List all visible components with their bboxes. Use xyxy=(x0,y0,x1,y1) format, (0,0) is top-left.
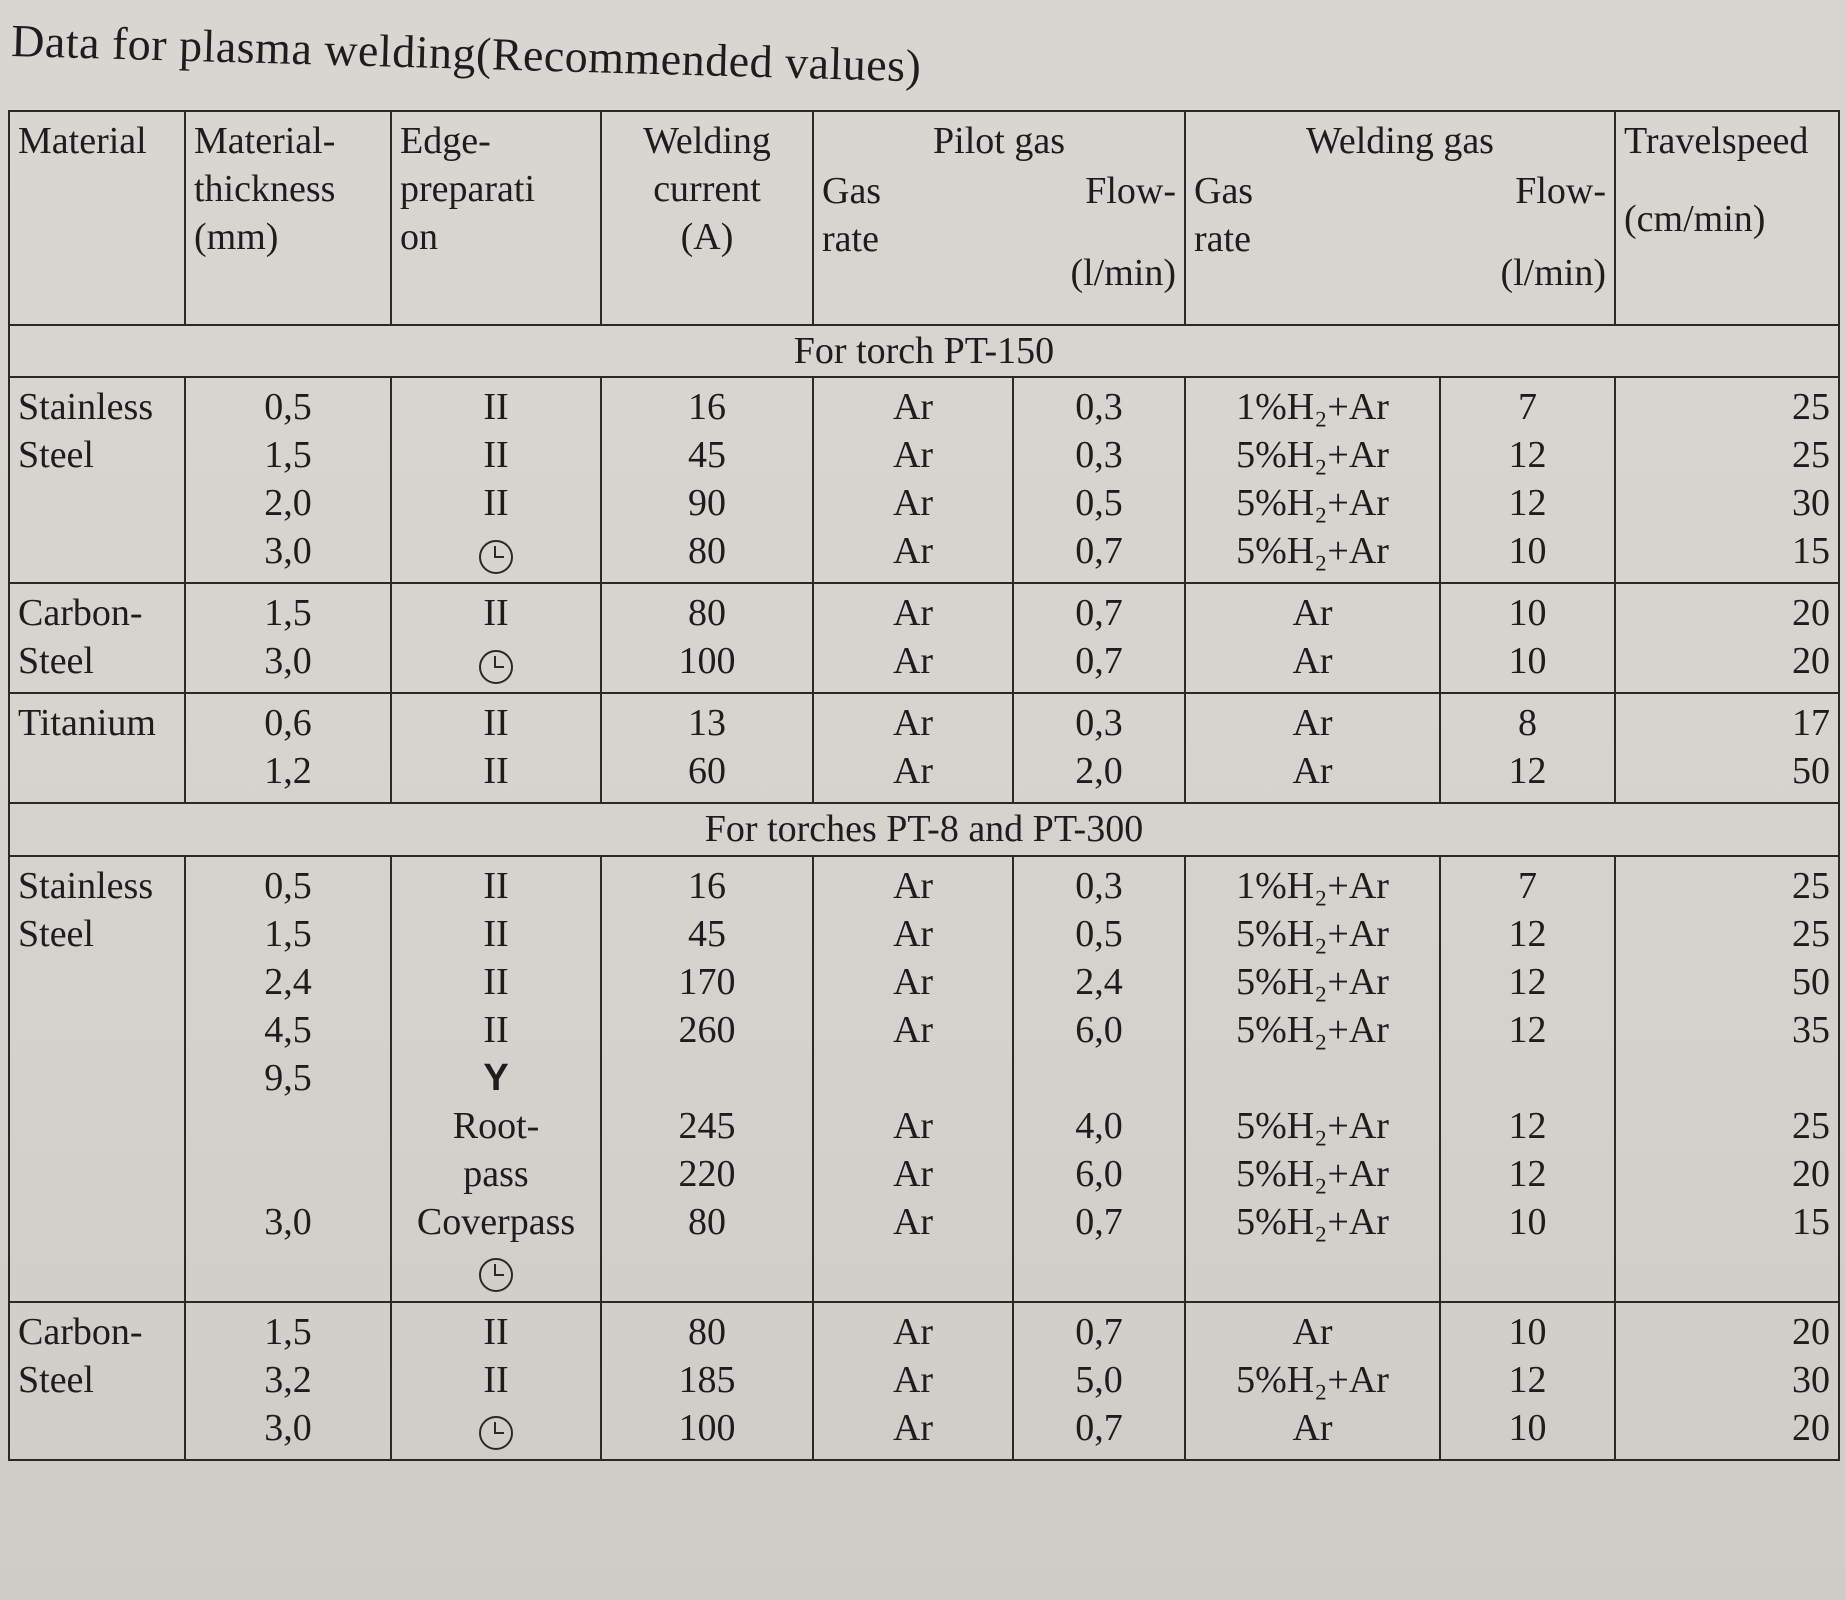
pilot-gas-value: Ar xyxy=(892,592,934,635)
welding-gas-value: 5%H₂+Ar xyxy=(1236,912,1389,955)
thickness-value: 3,0 xyxy=(264,640,312,683)
welding-current-value xyxy=(610,1055,804,1103)
material-value: Carbon- xyxy=(18,1310,143,1353)
material-value: Carbon- xyxy=(18,592,143,635)
header-material xyxy=(9,111,185,325)
welding-gas-value: Ar xyxy=(1292,592,1333,635)
material-value: Steel xyxy=(18,1358,94,1401)
welding-gas-value: 1%H₂+Ar xyxy=(1236,386,1389,429)
thickness-cell xyxy=(185,583,391,693)
header-pilot-flow-label: Flow- xyxy=(1085,170,1176,213)
edge-preparation-value: Root- xyxy=(452,1104,540,1147)
thickness-value: 3,0 xyxy=(264,1406,312,1449)
material-value: Titanium xyxy=(18,702,156,745)
welding-current-value: 220 xyxy=(678,1152,736,1195)
pilot-gas-value: Ar xyxy=(892,482,934,525)
travel-speed-value: 25 xyxy=(1792,912,1830,955)
material-cell xyxy=(9,583,185,693)
header-edge-line1: Edge- xyxy=(400,120,491,162)
table-header xyxy=(9,111,1839,325)
document-title: Data for plasma welding(Recommended values) xyxy=(10,14,923,92)
header-current xyxy=(601,111,813,325)
welding-current-value: 90 xyxy=(688,482,726,525)
welding-gas-value: 5%H₂+Ar xyxy=(1236,482,1389,525)
pilot-gas-cell xyxy=(813,1302,1013,1460)
header-welding-gas-title: Welding gas xyxy=(1306,120,1494,162)
welding-gas-cell xyxy=(1185,377,1440,583)
header-current-line1: Welding xyxy=(643,120,771,162)
pilot-flow-value: 6,0 xyxy=(1075,1152,1123,1195)
pilot-flow-value: 0,3 xyxy=(1075,702,1123,745)
travel-speed-value: 20 xyxy=(1792,1310,1830,1353)
welding-gas-value: 5%H₂+Ar xyxy=(1236,530,1389,573)
welding-gas-value: 5%H₂+Ar xyxy=(1236,960,1389,1003)
edge-symbol-icon xyxy=(400,1247,592,1295)
pilot-gas-value: Ar xyxy=(892,1104,934,1147)
pilot-flow-cell xyxy=(1013,693,1185,803)
table-row xyxy=(9,856,1839,1302)
header-travel xyxy=(1615,111,1839,325)
welding-gas-value: Ar xyxy=(1292,640,1333,683)
welding-gas-value: 5%H₂+Ar xyxy=(1236,434,1389,477)
pilot-gas-value xyxy=(822,1247,1004,1295)
pilot-flow-value: 0,5 xyxy=(1075,912,1123,955)
section-label: For torches PT-8 and PT-300 xyxy=(9,803,1839,855)
thickness-value: 1,2 xyxy=(264,750,312,793)
travel-speed-value xyxy=(1624,1055,1830,1103)
welding-flow-value: 10 xyxy=(1508,640,1547,683)
header-material-label: Material xyxy=(18,120,147,162)
welding-gas-cell xyxy=(1185,856,1440,1302)
edge-preparation-value: II xyxy=(483,864,509,907)
travel-speed-cell xyxy=(1615,583,1839,693)
welding-flow-cell xyxy=(1440,377,1615,583)
welding-current-value: 16 xyxy=(688,386,726,429)
pilot-flow-value: 0,7 xyxy=(1075,640,1123,683)
welding-gas-value xyxy=(1194,1247,1431,1295)
header-thickness-line3: (mm) xyxy=(194,216,279,258)
table-row xyxy=(9,1302,1839,1460)
welding-current-value: 80 xyxy=(688,530,726,573)
welding-current-value: 13 xyxy=(688,702,726,745)
header-pilot-rate-label: rate xyxy=(822,218,879,261)
welding-gas-value: 1%H₂+Ar xyxy=(1236,864,1389,907)
header-thickness xyxy=(185,111,391,325)
welding-flow-cell xyxy=(1440,583,1615,693)
thickness-value: 3,2 xyxy=(264,1358,312,1401)
header-travel-unit: (cm/min) xyxy=(1624,198,1766,240)
travel-speed-value xyxy=(1624,1247,1830,1295)
travel-speed-cell xyxy=(1615,693,1839,803)
pilot-gas-cell xyxy=(813,583,1013,693)
thickness-value: 4,5 xyxy=(264,1008,312,1051)
welding-flow-value: 10 xyxy=(1508,530,1547,573)
welding-flow-value: 12 xyxy=(1508,750,1547,793)
thickness-value xyxy=(194,1247,382,1295)
pilot-flow-value: 0,5 xyxy=(1075,482,1123,525)
edge-preparation-value: II xyxy=(483,702,509,745)
welding-gas-value: 5%H₂+Ar xyxy=(1236,1152,1389,1195)
welding-flow-value xyxy=(1449,1055,1606,1103)
material-cell xyxy=(9,856,185,1302)
welding-gas-value: Ar xyxy=(1292,1406,1333,1449)
edge-preparation-cell xyxy=(391,693,601,803)
edge-preparation-value: II xyxy=(483,386,509,429)
welding-flow-cell xyxy=(1440,693,1615,803)
section-header-row xyxy=(9,325,1839,377)
welding-flow-value: 12 xyxy=(1508,1152,1547,1195)
pilot-gas-value: Ar xyxy=(892,702,934,745)
pilot-gas-cell xyxy=(813,856,1013,1302)
material-cell xyxy=(9,377,185,583)
welding-current-value xyxy=(610,1247,804,1295)
welding-gas-value: Ar xyxy=(1292,1310,1333,1353)
travel-speed-value: 15 xyxy=(1792,530,1830,573)
edge-preparation-value: II xyxy=(483,912,509,955)
material-value: Stainless xyxy=(18,864,154,907)
welding-flow-value: 10 xyxy=(1508,592,1547,635)
edge-preparation-value: Y xyxy=(483,1056,509,1099)
pilot-gas-cell xyxy=(813,693,1013,803)
welding-flow-value: 10 xyxy=(1508,1200,1547,1243)
travel-speed-value: 25 xyxy=(1792,864,1830,907)
header-current-line3: (A) xyxy=(680,216,734,258)
welding-flow-value: 7 xyxy=(1518,864,1537,907)
header-pilot-flow-unit: (l/min) xyxy=(1070,252,1176,295)
thickness-value: 2,0 xyxy=(264,482,312,525)
welding-flow-cell xyxy=(1440,1302,1615,1460)
edge-preparation-value: II xyxy=(483,1008,509,1051)
welding-flow-value: 10 xyxy=(1508,1310,1547,1353)
table-body xyxy=(9,325,1839,1460)
pilot-flow-value: 0,3 xyxy=(1075,434,1123,477)
edge-preparation-cell xyxy=(391,1302,601,1460)
welding-gas-value: 5%H₂+Ar xyxy=(1236,1104,1389,1147)
pilot-flow-value xyxy=(1022,1247,1176,1295)
welding-current-value: 185 xyxy=(678,1358,736,1401)
welding-flow-value xyxy=(1449,1247,1606,1295)
pilot-flow-value: 0,7 xyxy=(1075,1200,1123,1243)
welding-flow-value: 8 xyxy=(1518,702,1537,745)
welding-gas-cell xyxy=(1185,693,1440,803)
travel-speed-cell xyxy=(1615,856,1839,1302)
welding-flow-value: 12 xyxy=(1508,434,1547,477)
travel-speed-value: 20 xyxy=(1792,640,1830,683)
welding-current-cell xyxy=(601,856,813,1302)
welding-gas-value: 5%H₂+Ar xyxy=(1236,1200,1389,1243)
edge-symbol-icon xyxy=(400,638,592,686)
thickness-cell xyxy=(185,856,391,1302)
pilot-gas-value: Ar xyxy=(892,1358,934,1401)
pilot-flow-cell xyxy=(1013,377,1185,583)
material-value: Steel xyxy=(18,912,94,955)
header-welding-rate-label: rate xyxy=(1194,218,1251,261)
clock-symbol-icon xyxy=(479,540,513,574)
welding-gas-value: Ar xyxy=(1292,702,1333,745)
welding-gas-value: 5%H₂+Ar xyxy=(1236,1358,1389,1401)
welding-current-cell xyxy=(601,377,813,583)
header-pilot-gas xyxy=(813,111,1185,325)
travel-speed-value: 50 xyxy=(1792,960,1830,1003)
clock-symbol-icon xyxy=(479,1416,513,1450)
travel-speed-value: 30 xyxy=(1792,482,1830,525)
thickness-value: 3,0 xyxy=(264,1200,312,1243)
pilot-flow-value: 0,7 xyxy=(1075,592,1123,635)
welding-flow-value: 7 xyxy=(1518,386,1537,429)
header-pilot-gas-label: Gas xyxy=(822,170,882,213)
welding-current-value: 45 xyxy=(688,434,726,477)
thickness-cell xyxy=(185,693,391,803)
welding-current-value: 100 xyxy=(678,1406,736,1449)
welding-current-value: 60 xyxy=(688,750,726,793)
travel-speed-value: 17 xyxy=(1792,702,1830,745)
pilot-gas-cell xyxy=(813,377,1013,583)
header-welding-gas-label: Gas xyxy=(1194,170,1254,213)
pilot-flow-value: 0,7 xyxy=(1075,1406,1123,1449)
material-value: Steel xyxy=(18,640,94,683)
welding-current-cell xyxy=(601,583,813,693)
pilot-gas-value: Ar xyxy=(892,386,934,429)
plasma-welding-table xyxy=(8,110,1840,1461)
edge-preparation-cell xyxy=(391,377,601,583)
pilot-flow-cell xyxy=(1013,856,1185,1302)
travel-speed-value: 35 xyxy=(1792,1008,1830,1051)
pilot-gas-value: Ar xyxy=(892,640,934,683)
welding-flow-value: 12 xyxy=(1508,1104,1547,1147)
edge-preparation-cell xyxy=(391,856,601,1302)
thickness-cell xyxy=(185,377,391,583)
travel-speed-value: 20 xyxy=(1792,592,1830,635)
header-edge-line2: preparati xyxy=(400,168,536,210)
pilot-flow-value: 4,0 xyxy=(1075,1104,1123,1147)
welding-current-value: 80 xyxy=(688,1200,726,1243)
edge-preparation-value: II xyxy=(483,592,509,635)
welding-current-cell xyxy=(601,693,813,803)
header-welding-gas xyxy=(1185,111,1615,325)
travel-speed-cell xyxy=(1615,1302,1839,1460)
thickness-value: 1,5 xyxy=(264,434,312,477)
edge-preparation-value: Coverpass xyxy=(416,1200,576,1243)
pilot-flow-value: 6,0 xyxy=(1075,1008,1123,1051)
thickness-value: 0,5 xyxy=(264,386,312,429)
section-header-row xyxy=(9,803,1839,855)
welding-flow-cell xyxy=(1440,856,1615,1302)
header-current-line2: current xyxy=(653,168,761,210)
pilot-gas-value: Ar xyxy=(892,1310,934,1353)
welding-flow-value: 12 xyxy=(1508,960,1547,1003)
pilot-flow-value: 2,0 xyxy=(1075,750,1123,793)
welding-current-value: 80 xyxy=(688,592,726,635)
thickness-value xyxy=(194,1151,382,1199)
pilot-flow-cell xyxy=(1013,583,1185,693)
pilot-gas-value: Ar xyxy=(892,750,934,793)
travel-speed-value: 25 xyxy=(1792,1104,1830,1147)
header-welding-flow-unit: (l/min) xyxy=(1500,252,1606,295)
pilot-gas-value: Ar xyxy=(892,1152,934,1195)
table-row xyxy=(9,583,1839,693)
header-thickness-line2: thickness xyxy=(194,168,336,210)
edge-preparation-value: II xyxy=(483,1310,509,1353)
welding-flow-value: 10 xyxy=(1508,1406,1547,1449)
thickness-value: 9,5 xyxy=(264,1056,312,1099)
header-welding-flow-label: Flow- xyxy=(1515,170,1606,213)
travel-speed-value: 30 xyxy=(1792,1358,1830,1401)
thickness-cell xyxy=(185,1302,391,1460)
travel-speed-value: 15 xyxy=(1792,1200,1830,1243)
welding-current-value: 245 xyxy=(678,1104,736,1147)
thickness-value: 2,4 xyxy=(264,960,312,1003)
pilot-gas-value: Ar xyxy=(892,1406,934,1449)
edge-symbol-icon xyxy=(400,528,592,576)
pilot-flow-value: 5,0 xyxy=(1075,1358,1123,1401)
edge-preparation-value: pass xyxy=(463,1152,529,1195)
edge-preparation-value: II xyxy=(483,434,509,477)
pilot-gas-value: Ar xyxy=(892,1008,934,1051)
welding-flow-value: 12 xyxy=(1508,482,1547,525)
welding-current-value: 100 xyxy=(678,640,736,683)
welding-current-value: 80 xyxy=(688,1310,726,1353)
edge-preparation-cell xyxy=(391,583,601,693)
clock-symbol-icon xyxy=(479,650,513,684)
travel-speed-value: 25 xyxy=(1792,434,1830,477)
material-value: Steel xyxy=(18,434,94,477)
welding-flow-value: 12 xyxy=(1508,912,1547,955)
pilot-gas-value xyxy=(822,1055,1004,1103)
welding-current-value: 45 xyxy=(688,912,726,955)
table-row xyxy=(9,693,1839,803)
material-value: Stainless xyxy=(18,386,154,429)
welding-gas-value: Ar xyxy=(1292,750,1333,793)
thickness-value: 1,5 xyxy=(264,1310,312,1353)
welding-flow-value: 12 xyxy=(1508,1008,1547,1051)
header-edge xyxy=(391,111,601,325)
material-cell xyxy=(9,693,185,803)
travel-speed-value: 20 xyxy=(1792,1406,1830,1449)
welding-current-value: 170 xyxy=(678,960,736,1003)
pilot-gas-value: Ar xyxy=(892,864,934,907)
welding-current-value: 16 xyxy=(688,864,726,907)
travel-speed-cell xyxy=(1615,377,1839,583)
pilot-flow-value: 0,7 xyxy=(1075,1310,1123,1353)
welding-current-value: 260 xyxy=(678,1008,736,1051)
pilot-gas-value: Ar xyxy=(892,912,934,955)
edge-preparation-value: II xyxy=(483,750,509,793)
welding-gas-value: 5%H₂+Ar xyxy=(1236,1008,1389,1051)
welding-gas-value xyxy=(1194,1055,1431,1103)
welding-gas-cell xyxy=(1185,583,1440,693)
travel-speed-value: 50 xyxy=(1792,750,1830,793)
travel-speed-value: 20 xyxy=(1792,1152,1830,1195)
thickness-value xyxy=(194,1103,382,1151)
pilot-gas-value: Ar xyxy=(892,960,934,1003)
thickness-value: 1,5 xyxy=(264,592,312,635)
table-row xyxy=(9,377,1839,583)
pilot-gas-value: Ar xyxy=(892,1200,934,1243)
pilot-flow-value xyxy=(1022,1055,1176,1103)
clock-symbol-icon xyxy=(479,1258,513,1292)
material-cell xyxy=(9,1302,185,1460)
edge-preparation-value: II xyxy=(483,482,509,525)
edge-preparation-value: II xyxy=(483,960,509,1003)
edge-symbol-icon xyxy=(400,1405,592,1453)
pilot-gas-value: Ar xyxy=(892,434,934,477)
pilot-gas-value: Ar xyxy=(892,530,934,573)
thickness-value: 1,5 xyxy=(264,912,312,955)
welding-gas-cell xyxy=(1185,1302,1440,1460)
pilot-flow-value: 2,4 xyxy=(1075,960,1123,1003)
thickness-value: 0,6 xyxy=(264,702,312,745)
header-pilot-gas-title: Pilot gas xyxy=(933,120,1065,162)
edge-preparation-value: II xyxy=(483,1358,509,1401)
header-thickness-line1: Material- xyxy=(194,120,336,162)
welding-flow-value: 12 xyxy=(1508,1358,1547,1401)
header-travel-label: Travelspeed xyxy=(1624,120,1809,162)
pilot-flow-value: 0,7 xyxy=(1075,530,1123,573)
welding-current-cell xyxy=(601,1302,813,1460)
pilot-flow-cell xyxy=(1013,1302,1185,1460)
pilot-flow-value: 0,3 xyxy=(1075,386,1123,429)
header-edge-line3: on xyxy=(400,216,438,258)
thickness-value: 3,0 xyxy=(264,530,312,573)
travel-speed-value: 25 xyxy=(1792,386,1830,429)
thickness-value: 0,5 xyxy=(264,864,312,907)
pilot-flow-value: 0,3 xyxy=(1075,864,1123,907)
section-label: For torch PT-150 xyxy=(9,325,1839,377)
